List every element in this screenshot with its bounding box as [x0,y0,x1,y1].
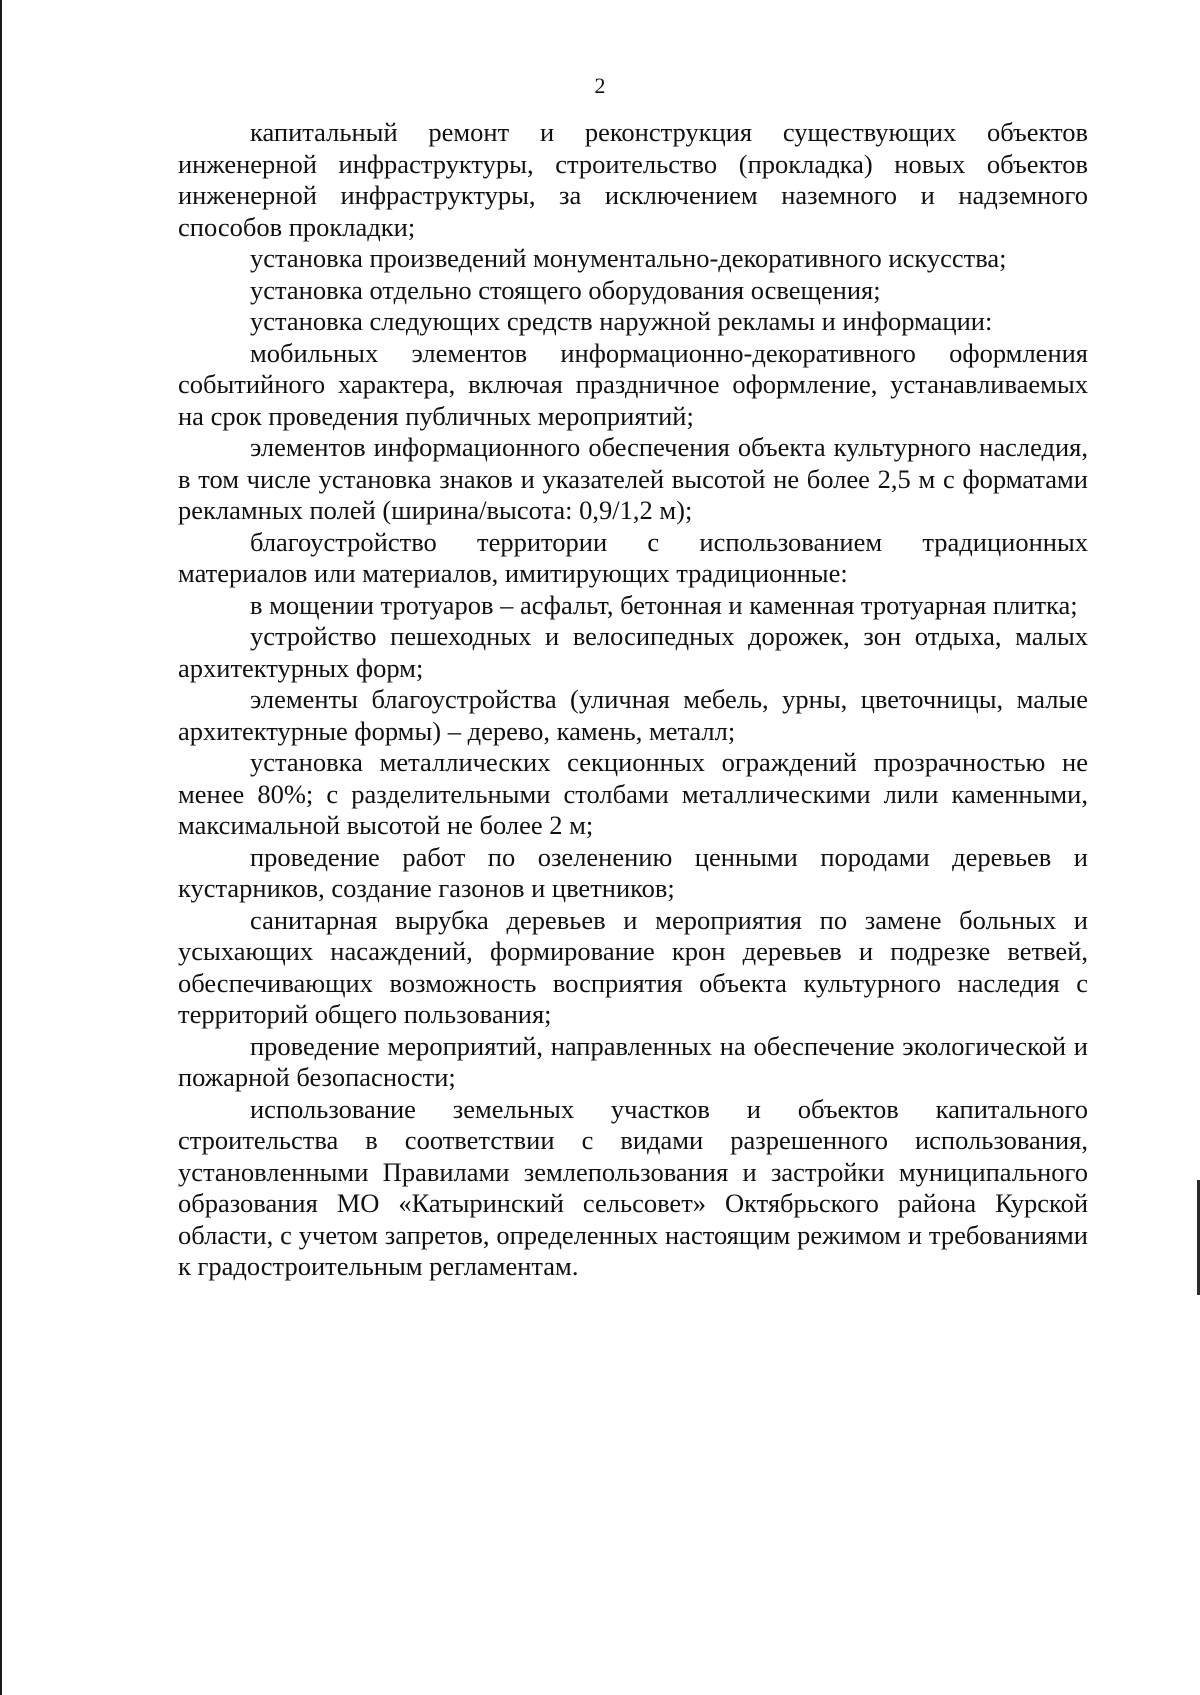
paragraph: элементы благоустройства (уличная мебель, урны, цветочницы, малые архитектурные формы) – дерево, камень, металл; [178,684,1088,746]
paragraph: установка отдельно стоящего оборудования освещения; [250,274,881,305]
paragraph: проведение работ по озеленению ценными породами деревьев и кустарников, создание газонов и цветников; [178,841,1088,903]
paragraph: использование земельных участков и объектов капитального строительства в соответствии с видами разрешенного использования, установленными Правилами землепользования и застройки муниципального образования МО «Катыринский сельсовет» Октябрьского района Курской области, с учетом запретов, определенных настоящим режимом и требованиями к градостроительным регламентам. [178,1093,1088,1281]
paragraph: установка металлических секционных ограждений прозрачностью не менее 80%; с разделительными столбами металлическими лили каменными, максимальной высотой не более 2 м; [178,747,1088,840]
paragraph: санитарная вырубка деревьев и мероприятия по замене больных и усыхающих насаждений, формирование крон деревьев и подрезке ветвей, обеспечивающих возможность восприятия объекта культурного наследия с территорий общего пользования; [178,904,1088,1029]
paragraph: благоустройство территории с использованием традиционных материалов или материалов, имитирующих традиционные: [178,526,1088,588]
scan-edge-left [0,0,2,1695]
paragraph: установка следующих средств наружной рекламы и информации: [250,306,993,336]
paragraph: проведение мероприятий, направленных на обеспечение экологической и пожарной безопасности; [178,1030,1088,1092]
paragraph: элементов информационного обеспечения объекта культурного наследия, в том числе установка знаков и указателей высотой не более 2,5 м с форматами рекламных полей (ширина/высота: 0,9/1,2 м); [178,432,1088,525]
paragraph: устройство пешеходных и велосипедных дорожек, зон отдыха, малых архитектурных форм; [178,621,1088,683]
paragraph: капитальный ремонт и реконструкция существующих объектов инженерной инфраструктуры, строительство (прокладка) новых объектов инженерной инфраструктуры, за исключением наземного и надземного способов прокладки; [178,117,1088,242]
paragraph: мобильных элементов информационно-декоративного оформления событийного характера, включая праздничное оформление, устанавливаемых на срок проведения публичных мероприятий; [178,337,1088,431]
paragraph: установка произведений монументально-декоративного искусства; [250,243,1007,273]
document-body [178,117,1088,1283]
paragraph: в мощении тротуаров – асфальт, бетонная и каменная тротуарная плитка; [250,589,1078,620]
page-number: 2 [594,73,606,98]
